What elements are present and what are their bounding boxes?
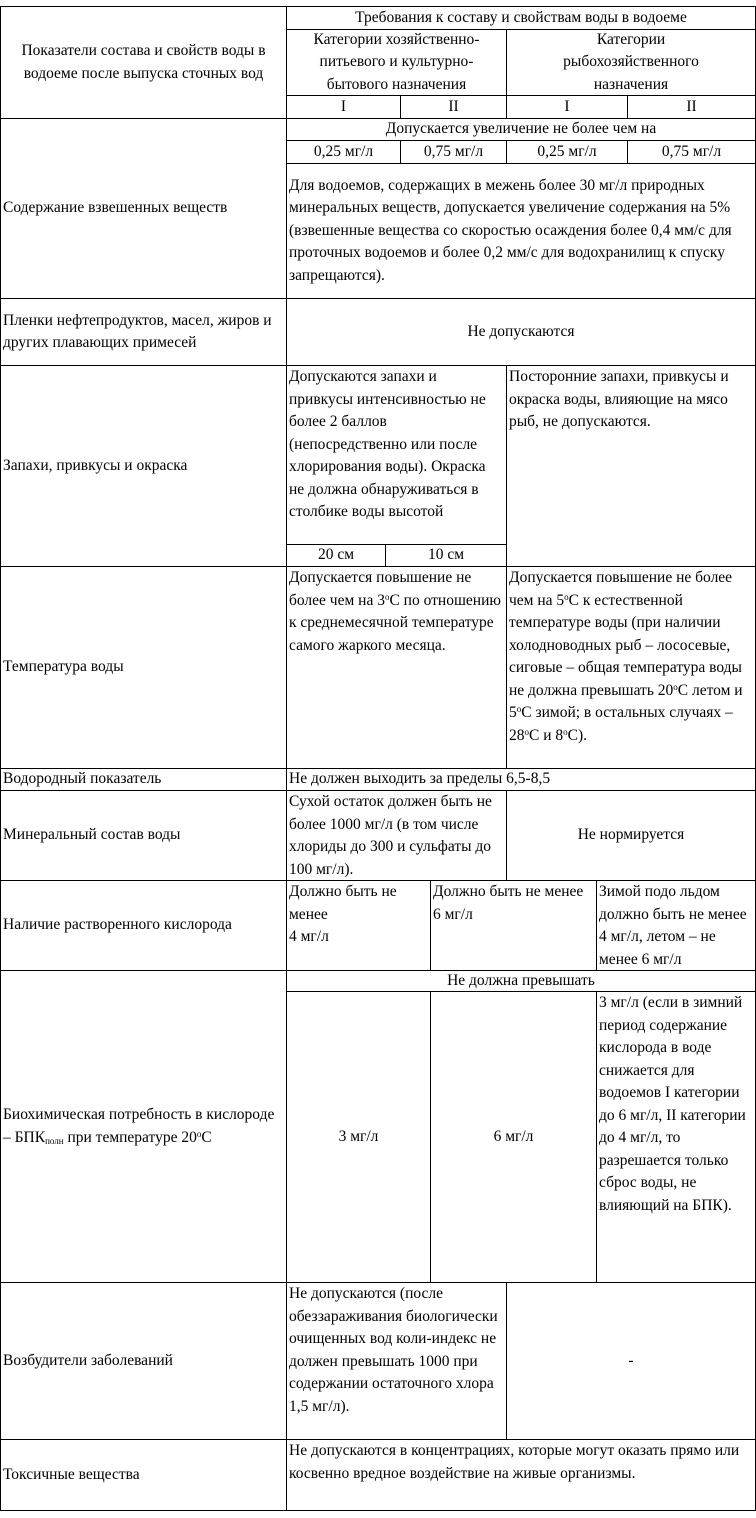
text-part: Допускается повышение не более чем на 5 [509, 569, 733, 609]
suspended-value [507, 141, 627, 163]
text-part: С зимой; в остальных случаях – 28 [509, 704, 733, 744]
text-part: Допускается повышение не более чем на 3 [289, 569, 472, 609]
row-label-text: Минеральный состав воды [3, 826, 181, 844]
row-label-bod [1, 971, 286, 1282]
cell-text: 0,75 мг/л [661, 142, 722, 160]
smell-fish [507, 366, 755, 566]
row-label-ph [1, 769, 286, 790]
category-label: I [340, 97, 347, 115]
row-label-temperature [1, 567, 286, 768]
indicator-column-header-text: Показатели состава и свойств воды в водоеме после выпуска сточных вод [21, 42, 266, 82]
fish-category-header [507, 30, 755, 95]
toxic-value [287, 1440, 755, 1510]
degree-sign: о [673, 681, 678, 692]
row-label-oxygen [1, 881, 286, 970]
smell-height-2 [386, 545, 506, 566]
text-part: Должно быть не менее [289, 883, 397, 923]
text-part: С и 8 [529, 726, 564, 744]
row-label-pathogens [1, 1283, 286, 1439]
indicator-column-header [1, 7, 286, 118]
text-part: С). [567, 726, 588, 744]
cell-text: 0,75 мг/л [423, 142, 484, 160]
cell-text: Не допускаются (после обеззараживания биологически очищенных вод коли-индекс не должен превышать 1000 при содержании остаточного хлора 1,5 мг/л). [289, 1285, 498, 1415]
category-ii-fish [628, 96, 755, 118]
suspended-note [287, 164, 755, 298]
cell-text: - [628, 1351, 634, 1369]
smell-height-1 [287, 545, 385, 566]
films-value [287, 299, 755, 365]
degree-sign: о [564, 591, 569, 602]
bod-fish [597, 992, 755, 1282]
text-part: при температуре 20 [63, 1128, 197, 1146]
cell-text: Посторонние запахи, привкусы и окраска воды, влияющие на мясо рыб, не допускаются. [509, 368, 729, 430]
category-label: II [686, 97, 697, 115]
cell-text: Не допускаются [467, 322, 575, 340]
category-i-fish [507, 96, 627, 118]
cell-text: Допускаются запахи и привкусы интенсивностью не более 2 баллов (непосредственно или после хлорирования воды). Окраска не должна обнаруживаться в столбике воды высотой [289, 368, 486, 520]
temperature-fish [507, 567, 755, 768]
oxygen-fish [597, 881, 755, 970]
mineral-fish [507, 791, 755, 880]
row-label-text: Водородный показатель [3, 770, 162, 788]
text-part: С по отношению к среднемесячной температуре самого жаркого месяца. [289, 591, 501, 654]
subscript: полн [45, 1135, 64, 1146]
cell-text: Допускается увеличение не более чем на [385, 120, 657, 138]
cell-text: Должно быть не менее 6 мг/л [433, 883, 584, 923]
household-category-header [287, 30, 506, 95]
degree-sign: о [524, 726, 529, 737]
cell-text: Не нормируется [577, 826, 685, 844]
cell-text: 0,25 мг/л [313, 142, 374, 160]
mineral-household [287, 791, 506, 880]
cell-text: Не должна превышать [447, 971, 595, 989]
bod-limit [287, 971, 755, 991]
pathogens-household [287, 1283, 506, 1439]
text-part: С к естественной температуре воды (при наличии холодноводных рыб – лососевые, сиговые – общая температура воды не должна превышать 20 [509, 591, 742, 699]
category-ii-household [401, 96, 506, 118]
degree-sign: о [196, 1128, 202, 1139]
temperature-household [287, 567, 506, 768]
cell-text [509, 567, 753, 747]
text-part: Биохимическая потребность в кислороде – БПК [3, 1106, 275, 1146]
row-label-text: Наличие растворенного кислорода [3, 916, 232, 934]
bod-household-i [287, 992, 430, 1282]
degree-sign: о [384, 591, 390, 602]
cell-text: Для водоемов, содержащих в межень более 30 мг/л природных минеральных веществ, допускается увеличение содержания на 5% (взвешенные вещества со скоростью осаждения более 0,4 мм/с для проточных водоемов и более 0,2 мм/с для водохранилищ к спуску запрещаются). [289, 176, 732, 284]
degree-sign: о [516, 704, 522, 714]
oxygen-household-ii [431, 881, 596, 970]
ph-value [287, 769, 755, 790]
row-label-text: Температура воды [3, 658, 124, 676]
row-label-suspended [1, 119, 286, 298]
suspended-value [287, 141, 400, 163]
cell-text: 6 мг/л [493, 1127, 534, 1145]
row-label-text: Содержание взвешенных веществ [3, 199, 228, 217]
suspended-value [401, 141, 506, 163]
smell-household [287, 366, 506, 544]
cell-text [289, 881, 410, 949]
row-label-films [1, 299, 286, 365]
oxygen-household-i [287, 881, 430, 970]
pathogens-fish [507, 1283, 755, 1439]
row-label-mineral [1, 791, 286, 880]
row-label-text [3, 1104, 284, 1149]
cell-text: Сухой остаток должен быть не более 1000 мг/л (в том числе хлориды до 300 и сульфаты до 100 мг/л). [289, 793, 492, 878]
category-label: I [564, 97, 570, 115]
category-i-household [287, 96, 400, 118]
row-label-text: Токсичные вещества [3, 1465, 140, 1483]
suspended-value [628, 141, 755, 163]
row-label-smell [1, 366, 286, 566]
text-part: С летом и 5 [509, 681, 743, 721]
text-part: С [201, 1128, 212, 1146]
cell-text: 20 см [317, 546, 355, 564]
cell-text: Зимой подо льдом должно быть не менее 4 мг/л, летом – не менее 6 мг/л [599, 883, 747, 968]
cell-text: Не должен выходить за пределы 6,5-8,5 [289, 770, 551, 788]
cell-text: 10 см [427, 546, 465, 564]
bod-household-ii [431, 992, 596, 1282]
text-part: 4 мг/л [289, 928, 329, 945]
row-label-text: Пленки нефтепродуктов, масел, жиров и других плавающих примесей [3, 311, 272, 351]
fish-category-header-text: Категории рыбохозяйственного назначения [563, 30, 699, 93]
cell-text: 3 мг/л (если в зимний период содержание кислорода в воде снижается для водоемов I категории до 6 мг/л, II категории до 4 мг/л, то разрешается только сброс воды, не влияющий на БПК). [599, 994, 746, 1214]
category-label: II [448, 97, 459, 115]
table-border [0, 1510, 756, 1511]
suspended-allowed [287, 119, 755, 140]
row-label-toxic [1, 1440, 286, 1510]
requirements-header-text: Требования к составу и свойствам воды в водоеме [355, 8, 687, 26]
cell-text: 0,25 мг/л [537, 142, 597, 160]
row-label-text: Запахи, привкусы и окраска [3, 456, 188, 474]
household-category-header-text: Категории хозяйственно-питьевого и культурно-бытового назначения [313, 30, 480, 93]
requirements-header [287, 7, 755, 29]
cell-text: 3 мг/л [338, 1127, 379, 1145]
cell-text: Не допускаются в концентрациях, которые могут оказать прямо или косвенно вредное воздействие на живые организмы. [289, 1442, 740, 1482]
row-label-text: Возбудители заболеваний [3, 1351, 173, 1369]
cell-text [289, 567, 504, 657]
degree-sign: о [563, 726, 568, 737]
